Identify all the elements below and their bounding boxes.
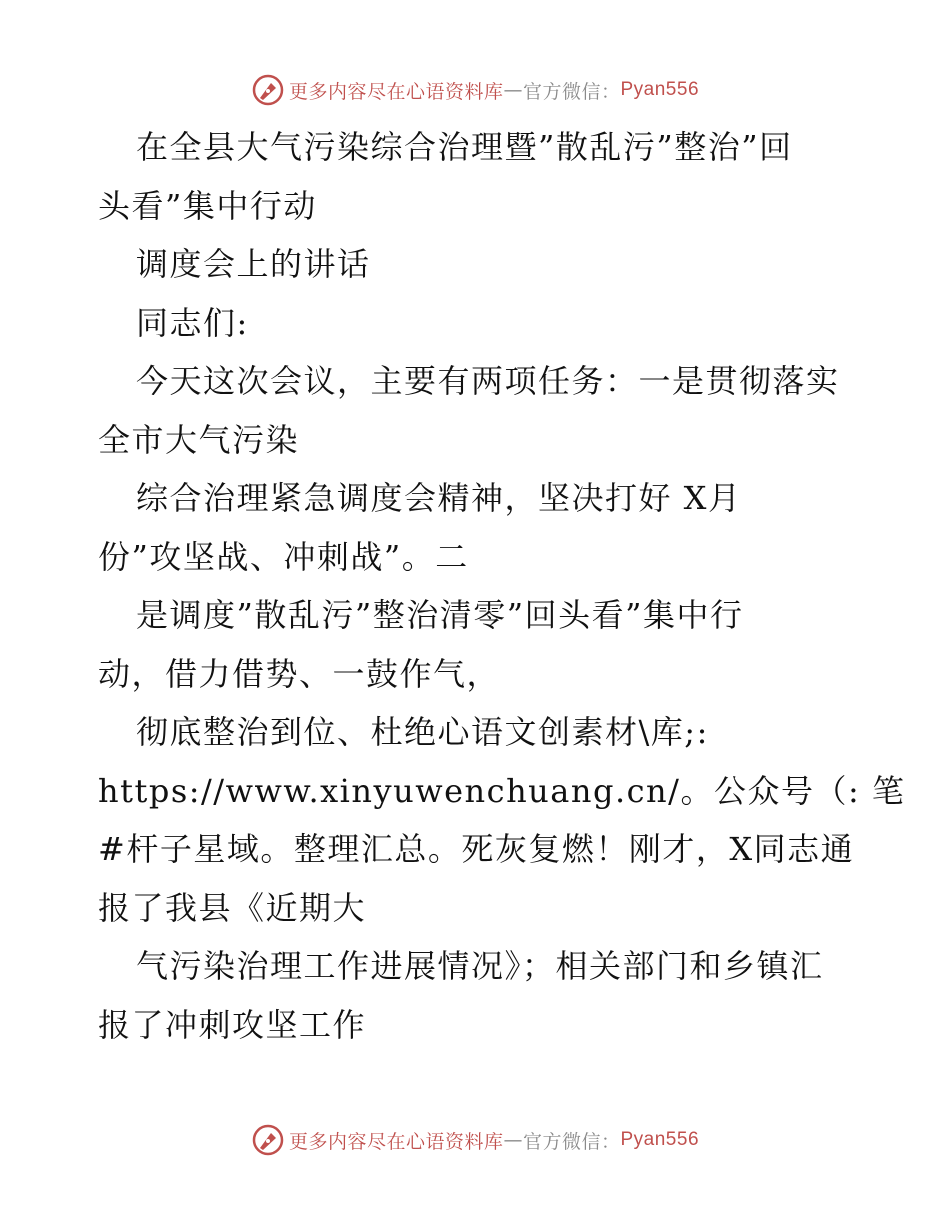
watermark-middle: 官方微信： [522,80,621,103]
watermark-prefix: 更多内容尽在心语资料库 [288,80,504,103]
watermark-prefix: 更多内容尽在心语资料库 [288,1130,504,1153]
document-line: 是调度”散乱污”整治清零”回头看”集中行 [136,596,744,634]
document-line: 份”攻坚战、冲刺战”。二 [98,537,469,576]
document-line: 综合治理紧急调度会精神，坚决打好 X月 [136,479,742,517]
document-line: https://www.xinyuwenchuang.cn/。公众号（: 笔 [98,771,906,810]
document-line: #杆子星域。整理汇总。死灰复燃！刚才，X同志通 [98,830,855,868]
document-line: 调度会上的讲话 [136,245,371,283]
document-line: 动，借力借势、一鼓作气， [98,654,501,693]
document-line: 头看”集中行动 [98,186,317,225]
document-body [98,118,906,1054]
pen-nib-icon [251,1123,285,1157]
document-line: 彻底整治到位、杜绝心语文创素材\库;: [136,713,709,751]
header-watermark-banner [0,70,950,110]
document-line: 同志们: [136,303,249,342]
document-line: 报了我县《近期大 [98,888,367,927]
footer-watermark-banner [0,1120,950,1160]
watermark-wechat-id: Pyan556 [620,1129,700,1150]
document-line: 今天这次会议，主要有两项任务：一是贯彻落实 [136,362,840,400]
document-line: 报了冲刺攻坚工作 [98,1005,367,1044]
document-line: 全市大气污染 [98,420,300,459]
document-line: 气污染治理工作进展情况》；相关部门和乡镇汇 [136,947,824,985]
watermark-dash: — [503,79,523,101]
document-line: 在全县大气污染综合治理暨”散乱污”整治”回 [136,128,793,166]
watermark-dash: — [503,1129,523,1151]
pen-nib-icon [251,73,285,107]
watermark-wechat-id: Pyan556 [620,79,700,100]
watermark-middle: 官方微信： [522,1130,621,1153]
